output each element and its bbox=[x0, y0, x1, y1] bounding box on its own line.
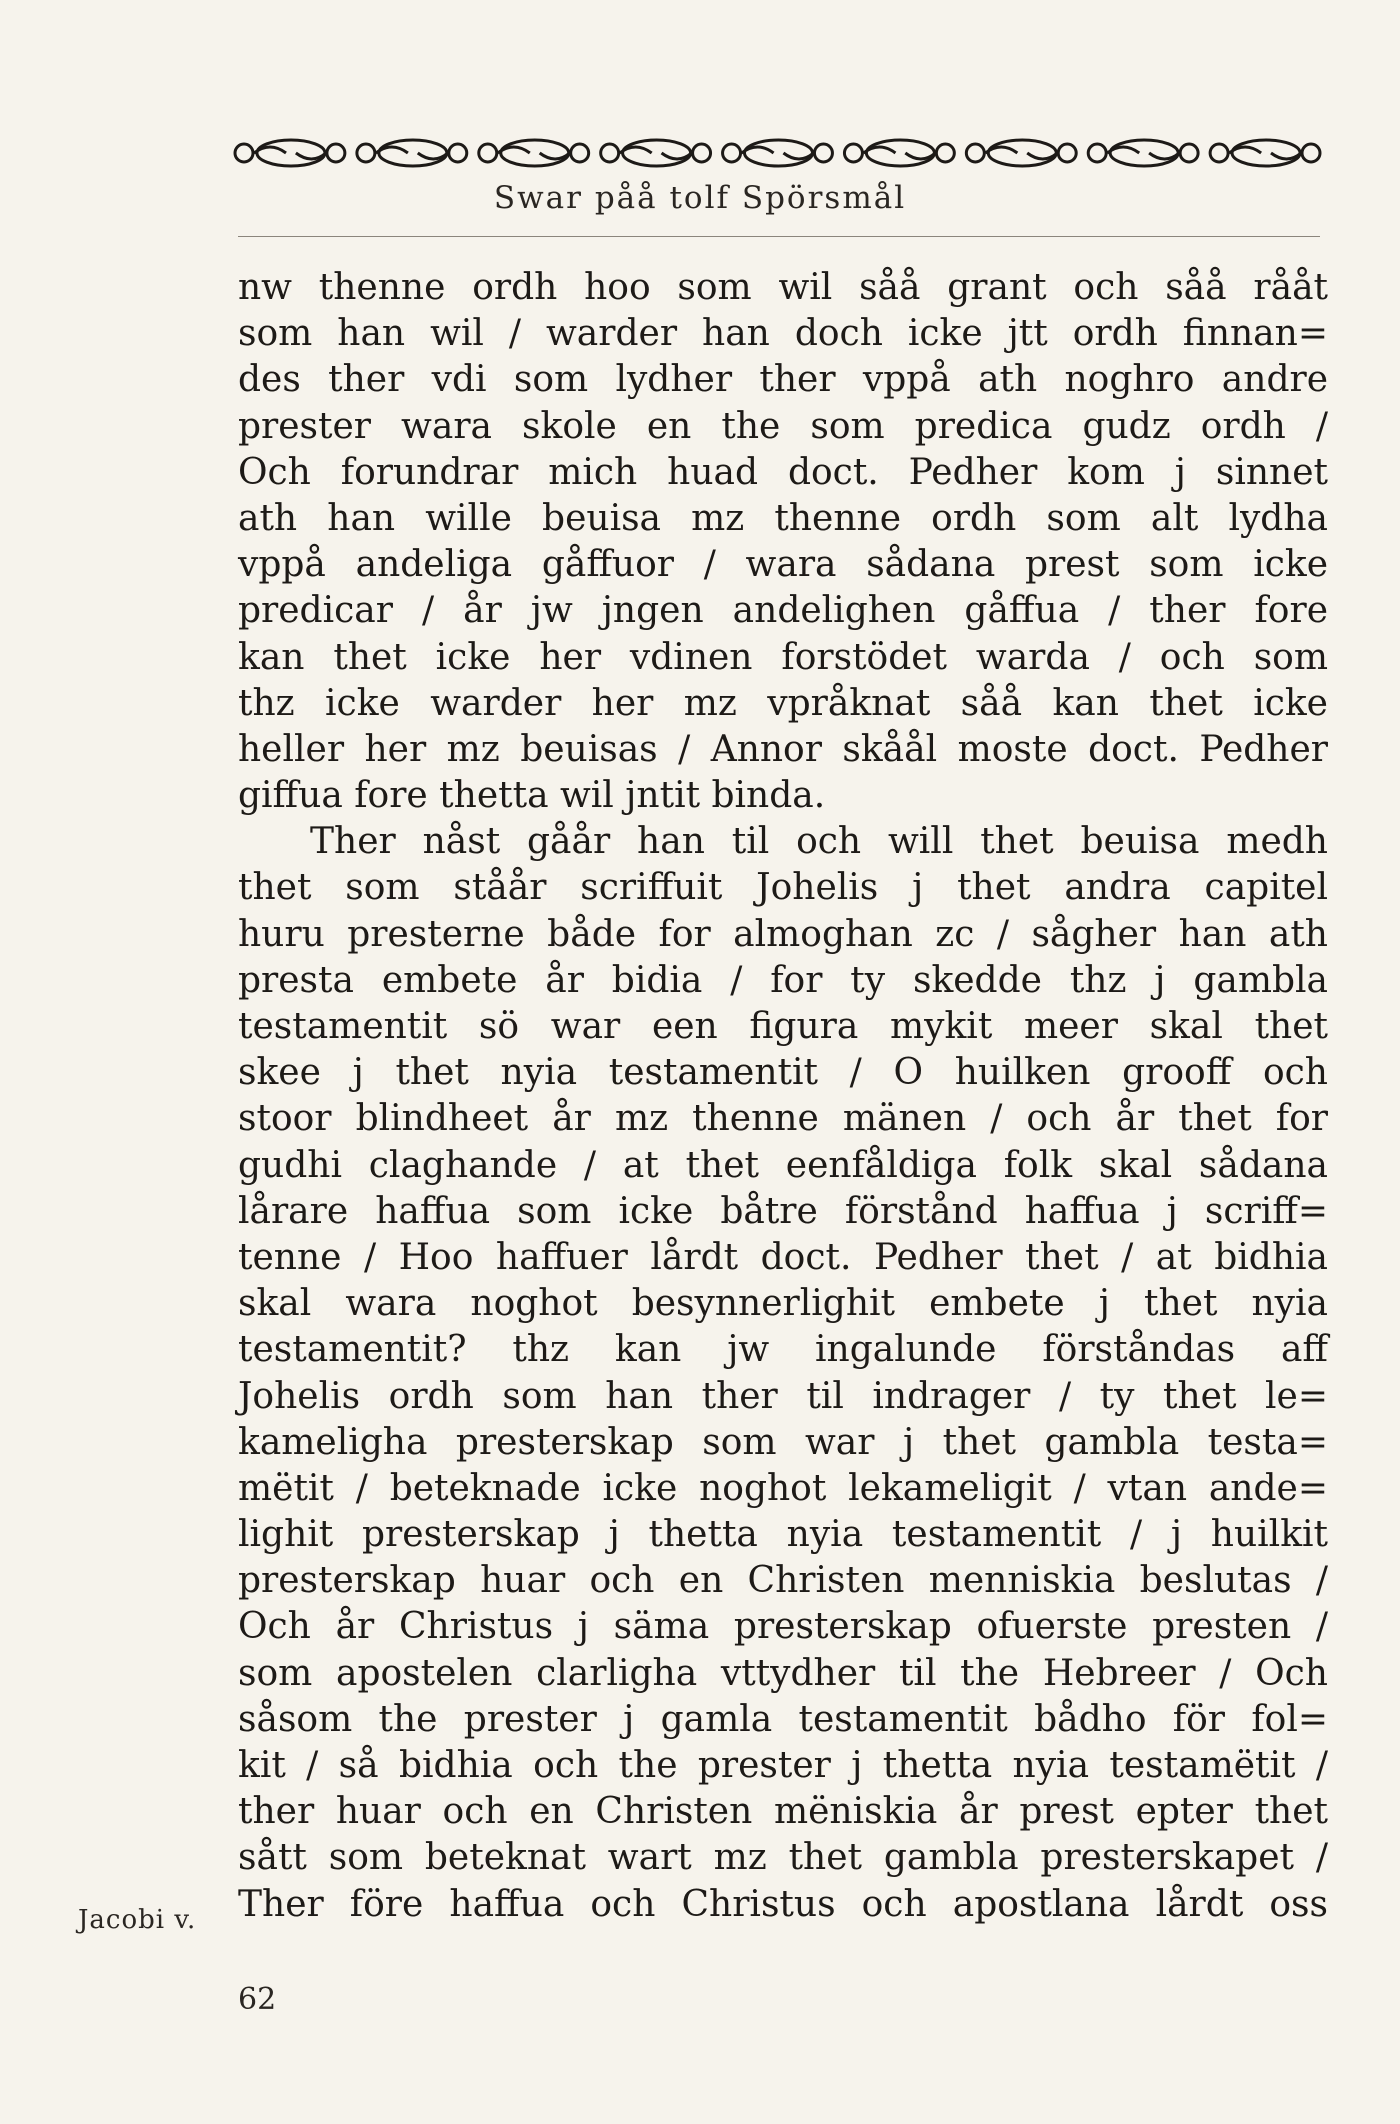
text-line: testamentit? thz kan jw ingalunde förståndas aff bbox=[238, 1329, 1328, 1371]
text-line: kan thet icke her vdinen forstödet warda / och som bbox=[238, 636, 1328, 678]
text-line: gudhi claghande / at thet eenfåldiga folk skal sådana bbox=[238, 1144, 1328, 1186]
text-line: som han wil / warder han doch icke jtt ordh finnan= bbox=[238, 313, 1328, 355]
text-line: stoor blindheet år mz thenne mänen / och år thet for bbox=[238, 1098, 1328, 1140]
text-line: mëtit / beteknade icke noghot lekameligit / vtan ande= bbox=[238, 1467, 1328, 1509]
ornament-link bbox=[1210, 140, 1320, 166]
text-line: lighit presterskap j thetta nyia testamentit / j huilkit bbox=[238, 1514, 1328, 1556]
body-text bbox=[238, 265, 1328, 1928]
text-line: presta embete år bidia / for ty skedde thz j gambla bbox=[238, 959, 1328, 1001]
ornament-link bbox=[723, 140, 833, 166]
text-line: skee j thet nyia testamentit / O huilken grooff och bbox=[238, 1052, 1328, 1094]
running-head: Swar påå tolf Spörsmål bbox=[493, 180, 907, 216]
text-line: Johelis ordh som han ther til indrager / ty thet le= bbox=[238, 1375, 1328, 1417]
text-line: kameligha presterskap som war j thet gambla testa= bbox=[238, 1421, 1328, 1463]
text-line: som apostelen clarligha vttydher til the Hebreer / Och bbox=[238, 1652, 1328, 1694]
text-line: prester wara skole en the som predica gudz ordh / bbox=[238, 405, 1328, 447]
text-line: lårare haffua som icke båtre förstånd haffua j scriff= bbox=[238, 1190, 1328, 1232]
text-line: skal wara noghot besynnerlighit embete j thet nyia bbox=[238, 1283, 1328, 1325]
text-line: huru presterne både for almoghan zc / sågher han ath bbox=[238, 913, 1328, 955]
text-line: Ther före haffua och Christus och apostlana lårdt oss bbox=[238, 1883, 1328, 1925]
text-line: Ther nåst gåår han til och will thet beuisa medh bbox=[310, 821, 1328, 863]
ornament-link bbox=[479, 140, 589, 166]
text-line: presterskap huar och en Christen menniskia beslutas / bbox=[238, 1560, 1328, 1602]
ornament-link bbox=[235, 140, 345, 166]
text-line: vppå andeliga gåffuor / wara sådana prest som icke bbox=[238, 544, 1328, 586]
ornament-link bbox=[844, 140, 954, 166]
text-line: nw thenne ordh hoo som wil såå grant och såå rååt bbox=[238, 267, 1328, 308]
text-line: heller her mz beuisas / Annor skåål moste doct. Pedher bbox=[238, 728, 1328, 770]
text-line: såsom the prester j gamla testamentit bådho för fol= bbox=[238, 1698, 1328, 1740]
header-rule bbox=[238, 236, 1320, 237]
text-line: testamentit sö war een figura mykit meer skal thet bbox=[238, 1006, 1328, 1047]
text-line: sått som beteknat wart mz thet gambla presterskapet / bbox=[238, 1837, 1328, 1879]
ornament-link bbox=[966, 140, 1076, 166]
page-number: 62 bbox=[238, 1982, 277, 2017]
ornament-link bbox=[357, 140, 467, 166]
text-line: thet som ståår scriffuit Johelis j thet andra capitel bbox=[238, 867, 1328, 909]
text-line: tenne / Hoo haffuer lårdt doct. Pedher thet / at bidhia bbox=[238, 1236, 1328, 1278]
ornament-link bbox=[1088, 140, 1198, 166]
text-line: giffua fore thetta wil jntit binda. bbox=[238, 775, 826, 817]
text-line: ther huar och en Christen mëniskia år prest epter thet bbox=[238, 1791, 1328, 1833]
text-line: kit / så bidhia och the prester j thetta nyia testamëtit / bbox=[238, 1745, 1328, 1786]
text-line: predicar / år jw jngen andelighen gåffua / ther fore bbox=[238, 590, 1328, 632]
text-line: Och år Christus j säma presterskap ofuerste presten / bbox=[238, 1606, 1328, 1648]
text-line: thz icke warder her mz vpråknat såå kan thet icke bbox=[238, 682, 1328, 724]
ornament-link bbox=[601, 140, 711, 166]
text-line: Och forundrar mich huad doct. Pedher kom j sinnet bbox=[238, 451, 1328, 493]
margin-note: Jacobi v. bbox=[78, 1905, 197, 1935]
text-line: ath han wille beuisa mz thenne ordh som alt lydha bbox=[238, 497, 1328, 539]
decorative-ornament-band bbox=[230, 133, 1327, 173]
text-line: des ther vdi som lydher ther vppå ath noghro andre bbox=[238, 359, 1328, 401]
